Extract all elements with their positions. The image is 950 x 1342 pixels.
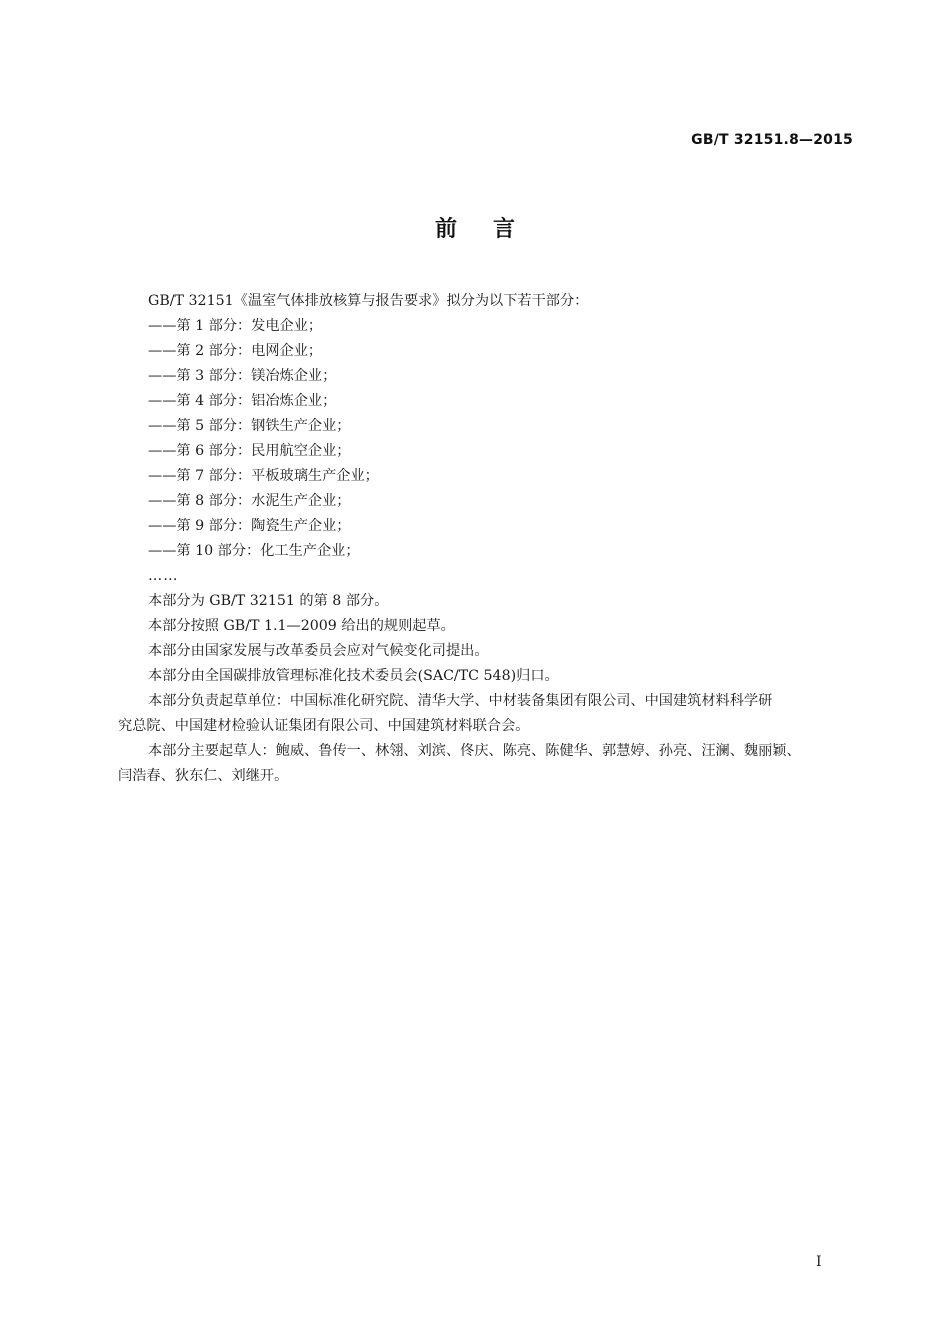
part-list-item: ——第 8 部分：水泥生产企业； — [148, 493, 351, 509]
drafters-continuation: 闫浩春、狄东仁、刘继开。 — [118, 768, 289, 784]
statement-paragraph: 本部分由全国碳排放管理标准化技术委员会(SAC/TC 548)归口。 — [148, 668, 559, 684]
part-list-item: ——第 1 部分：发电企业； — [148, 318, 323, 334]
drafters-line: 本部分主要起草人：鲍威、鲁传一、林翎、刘滨、佟庆、陈亮、陈健华、郭慧婷、孙亮、汪澜、魏丽颖、 — [148, 743, 801, 759]
part-list-item: ——第 5 部分：钢铁生产企业； — [148, 418, 351, 434]
foreword-body — [118, 289, 856, 789]
list-ellipsis: …… — [148, 568, 179, 584]
statement-paragraph: 本部分为 GB/T 32151 的第 8 部分。 — [148, 593, 389, 609]
part-list-item: ——第 4 部分：铝冶炼企业； — [148, 393, 337, 409]
drafting-units-line: 本部分负责起草单位：中国标准化研究院、清华大学、中材装备集团有限公司、中国建筑材料科学研 — [148, 693, 773, 709]
part-list-item: ——第 6 部分：民用航空企业； — [148, 443, 351, 459]
page-title: 前言 — [434, 217, 551, 242]
part-list-item: ——第 9 部分：陶瓷生产企业； — [148, 518, 351, 534]
part-list-item: ——第 3 部分：镁冶炼企业； — [148, 368, 337, 384]
part-list-item: ——第 2 部分：电网企业； — [148, 343, 323, 359]
part-list-item: ——第 10 部分：化工生产企业； — [148, 543, 360, 559]
drafting-units-continuation: 究总院、中国建材检验认证集团有限公司、中国建筑材料联合会。 — [118, 718, 530, 734]
statement-paragraph: 本部分由国家发展与改革委员会应对气候变化司提出。 — [148, 643, 489, 659]
page-number: I — [816, 1254, 822, 1270]
intro-paragraph: GB/T 32151《温室气体排放核算与报告要求》拟分为以下若干部分： — [148, 293, 589, 309]
statement-paragraph: 本部分按照 GB/T 1.1—2009 给出的规则起草。 — [148, 618, 455, 634]
document-code: GB/T 32151.8—2015 — [691, 132, 853, 148]
part-list-item: ——第 7 部分：平板玻璃生产企业； — [148, 468, 379, 484]
